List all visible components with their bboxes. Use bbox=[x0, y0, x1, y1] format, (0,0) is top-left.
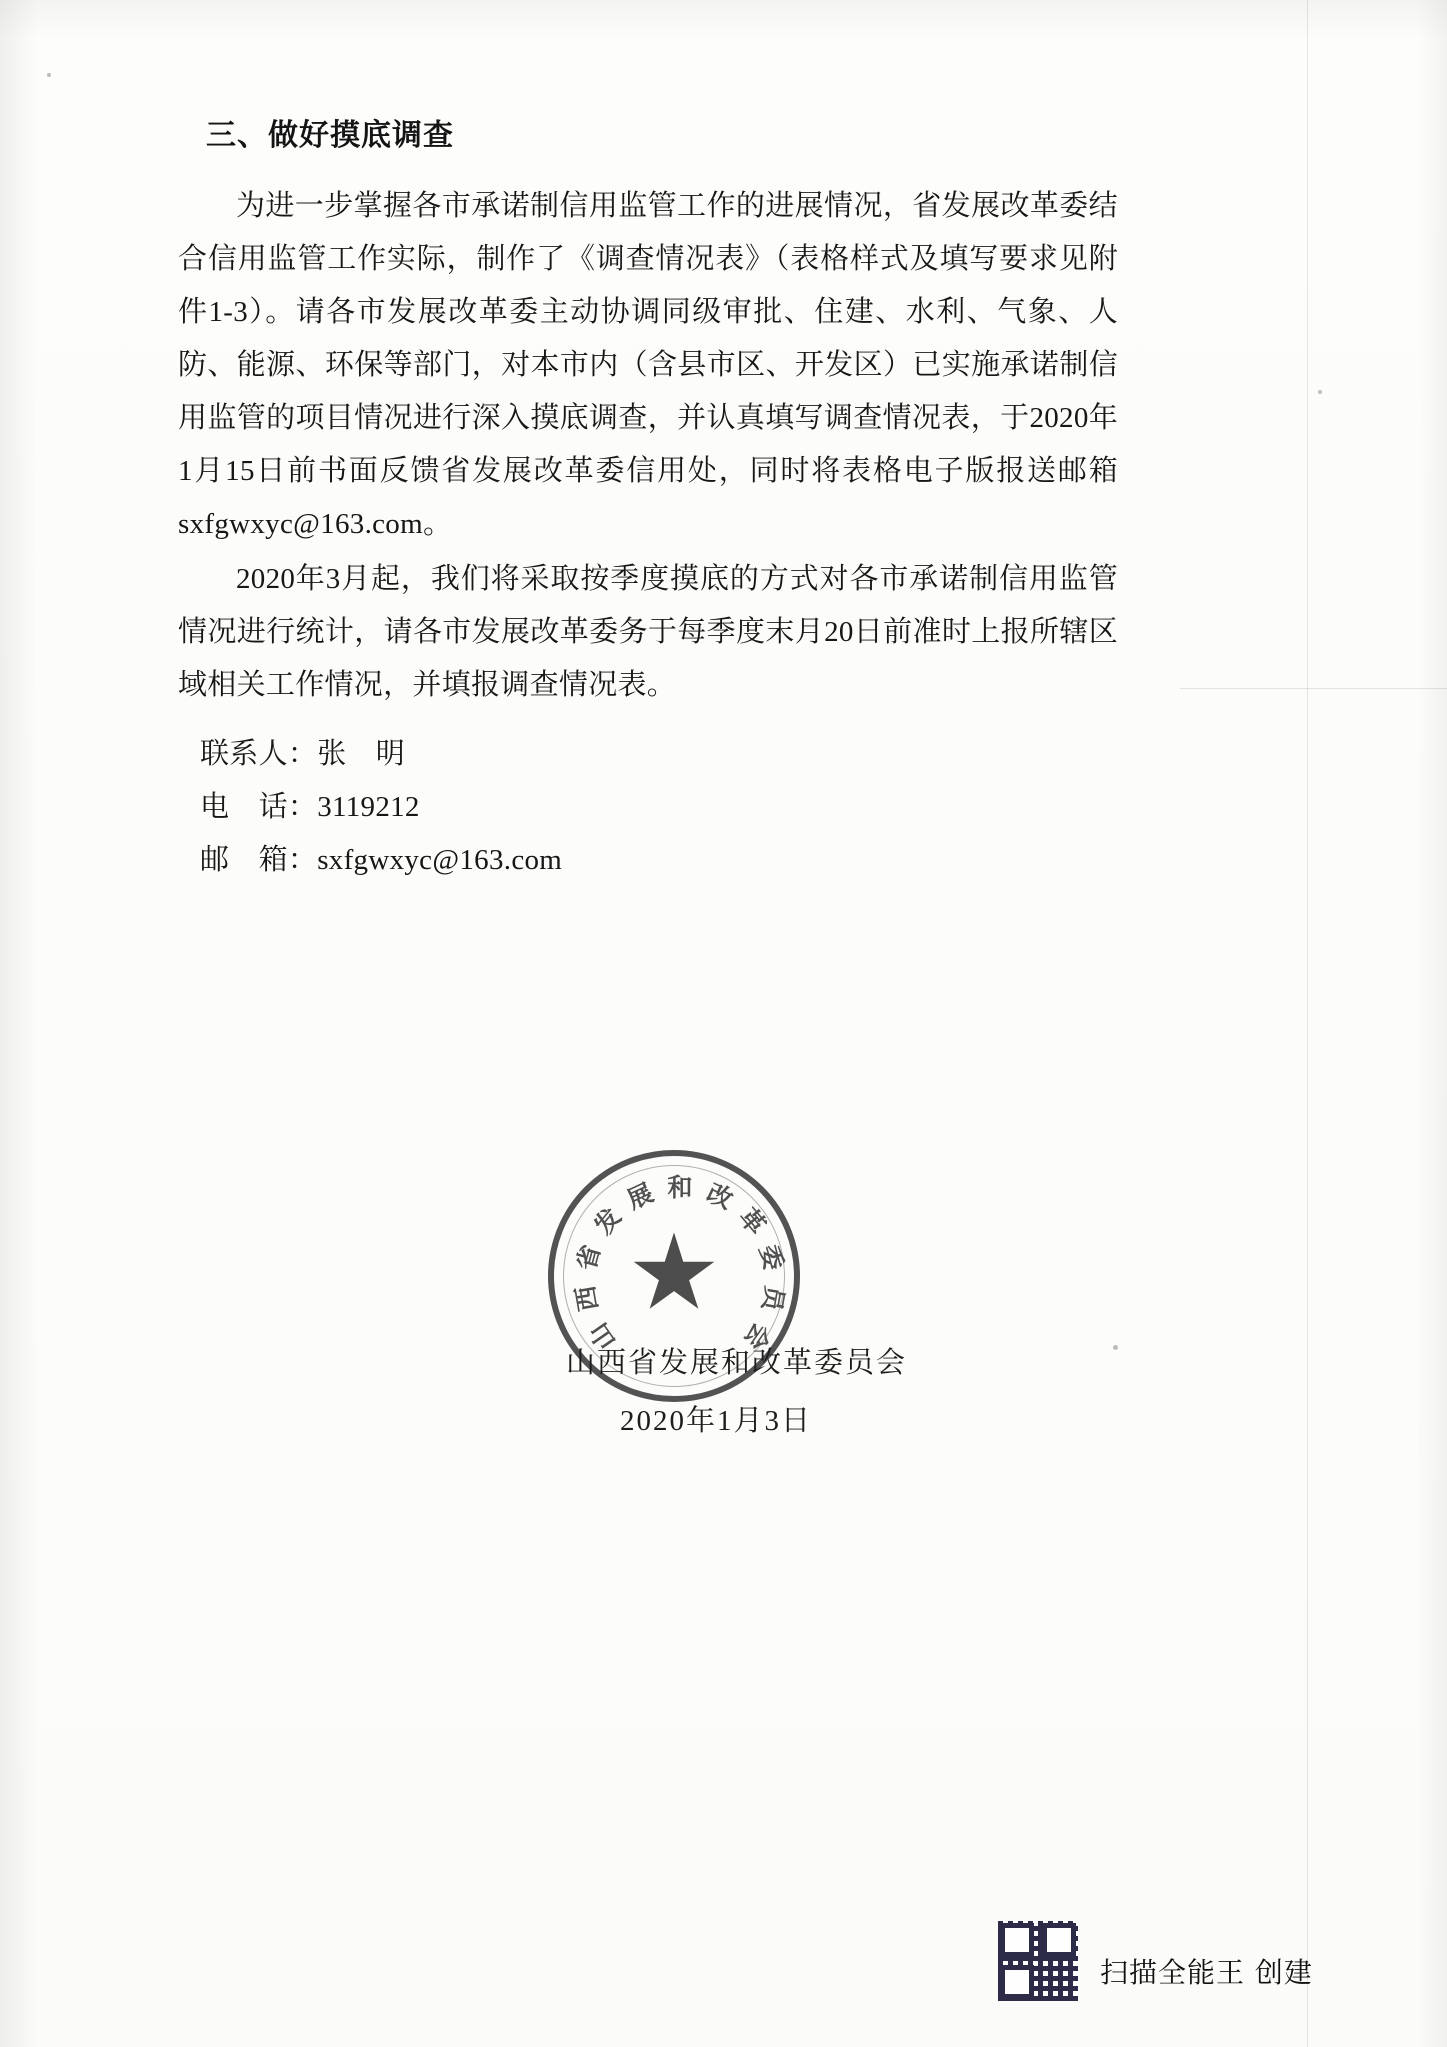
document-body bbox=[178, 110, 1118, 887]
scan-shadow-top bbox=[0, 0, 1447, 40]
seal-arc-text: 山 西 省 发 展 和 改 革 委 员 会 bbox=[570, 1173, 790, 1355]
paper-crease-horizontal bbox=[1180, 688, 1447, 689]
scan-watermark-text: 扫描全能王 创建 bbox=[1100, 1956, 1313, 1989]
contact-person-line: 联系人：张 明 bbox=[200, 738, 406, 770]
paragraph-survey-instructions: 为进一步掌握各市承诺制信用监管工作的进展情况，省发展改革委结合信用监管工作实际，制作了《调查情况表》（表格样式及填写要求见附件1-3）。请各市发展改革委主动协调同级审批、住建、水利、气象、人防、能源、环保等部门，对本市内（含县市区、开发区）已实施承诺制信用监管的项目情况进行深入摸底调查，并认真填写调查情况表，于2020年1月15日前书面反馈省发展改革委信用处，同时将表格电子版报送邮箱sxfgwxyc@163.com。 bbox=[178, 190, 1118, 540]
scan-footer bbox=[0, 1921, 1447, 2011]
scan-shadow-right bbox=[1417, 0, 1447, 2047]
scan-shadow-left bbox=[0, 0, 38, 2047]
signing-date: 2020年1月3日 bbox=[620, 1405, 813, 1437]
section-heading: 三、做好摸底调查 bbox=[206, 118, 454, 153]
contact-block bbox=[200, 728, 1118, 887]
paragraph-quarterly-reporting: 2020年3月起，我们将采取按季度摸底的方式对各市承诺制信用监管情况进行统计，请各市发展改革委务于每季度末月20日前准时上报所辖区域相关工作情况，并填报调查情况表。 bbox=[178, 563, 1118, 701]
scan-speck bbox=[1318, 390, 1322, 394]
signature-area bbox=[178, 1173, 1118, 1470]
qr-code-icon bbox=[998, 1921, 1078, 2001]
scan-speck bbox=[47, 73, 51, 77]
paper-crease-vertical bbox=[1307, 0, 1308, 2047]
contact-email-line: 邮 箱：sxfgwxyc@163.com bbox=[200, 844, 563, 876]
signing-organization: 山西省发展和改革委员会 bbox=[566, 1347, 908, 1379]
contact-phone-line: 电 话：3119212 bbox=[200, 791, 420, 823]
